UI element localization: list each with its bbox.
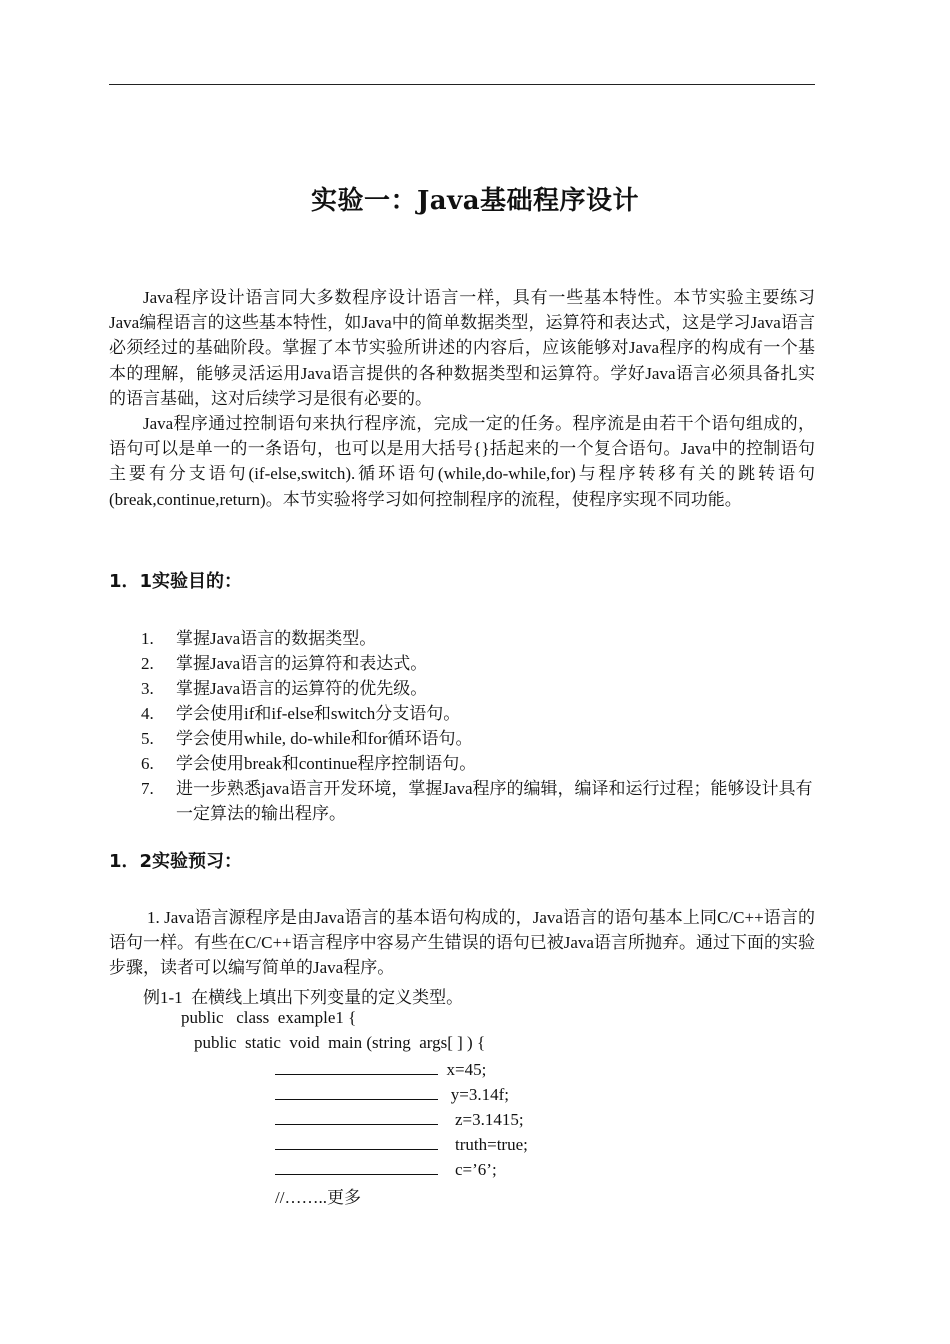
answer-blank[interactable]	[275, 1158, 438, 1175]
code-class-line: public class example1 {	[181, 1008, 357, 1027]
list-item: 7. 进一步熟悉java语言开发环境，掌握Java程序的编辑，编译和运行过程；能够设计具有一定算法的输出程序。	[141, 779, 813, 823]
intro-paragraph-2: Java程序通过控制语句来执行程序流，完成一定的任务。程序流是由若干个语句组成的，语句可以是单一的一条语句，也可以是用大括号{}括起来的一个复合语句。Java中的控制语句主要有分支语句(if-else,switch).循环语句(while,do-while,for)与程序转移有关的跳转语句(break,continue,return)。本节实验将学习如何控制程序的流程，使程序实现不同功能。	[109, 414, 815, 509]
list-item: 4. 学会使用if和if-else和switch分支语句。	[141, 704, 461, 723]
answer-blank[interactable]	[275, 1058, 438, 1075]
section-heading-preview: 1．2实验预习：	[109, 851, 243, 872]
section-heading-objectives: 1．1实验目的：	[109, 571, 243, 592]
page-title: 实验一：Java基础程序设计	[310, 186, 640, 216]
fill-blank-line: c=’6’;	[275, 1158, 497, 1180]
intro-paragraph-1: Java程序设计语言同大多数程序设计语言一样，具有一些基本特性。本节实验主要练习Java编程语言的这些基本特性，如Java中的简单数据类型，运算符和表达式，这是学习Java语言必须经过的基础阶段。掌握了本节实验所讲述的内容后，应该能够对Java程序的构成有一个基本的理解，能够灵活运用Java语言提供的各种数据类型和运算符。学好Java语言必须具备扎实的语言基础，这对后续学习是很有必要的。	[109, 288, 815, 408]
example-label: 例1-1 在横线上填出下列变量的定义类型。	[143, 988, 464, 1007]
list-item: 3. 掌握Java语言的运算符的优先级。	[141, 679, 428, 698]
fill-blank-line: y=3.14f;	[275, 1083, 509, 1105]
code-main-line: public static void main (string args[ ] ) {	[194, 1033, 486, 1052]
list-item: 1. 掌握Java语言的数据类型。	[141, 629, 377, 648]
answer-blank[interactable]	[275, 1108, 438, 1125]
objectives-list	[109, 626, 815, 826]
fill-blank-line: truth=true;	[275, 1133, 528, 1155]
fill-blank-line: z=3.1415;	[275, 1108, 524, 1130]
code-more-comment: //……..更多	[275, 1188, 361, 1207]
preview-paragraph: 1. Java语言源程序是由Java语言的基本语句构成的，Java语言的语句基本上同C/C++语言的语句一样。有些在C/C++语言程序中容易产生错误的语句已被Java语言所抛弃。通过下面的实验步骤，读者可以编写简单的Java程序。	[109, 908, 815, 978]
header-rule	[109, 84, 815, 85]
answer-blank[interactable]	[275, 1133, 438, 1150]
list-item: 2. 掌握Java语言的运算符和表达式。	[141, 654, 428, 673]
list-item: 6. 学会使用break和continue程序控制语句。	[141, 754, 477, 773]
fill-blank-line: x=45;	[275, 1058, 486, 1080]
answer-blank[interactable]	[275, 1083, 438, 1100]
list-item: 5. 学会使用while, do-while和for循环语句。	[141, 729, 473, 748]
